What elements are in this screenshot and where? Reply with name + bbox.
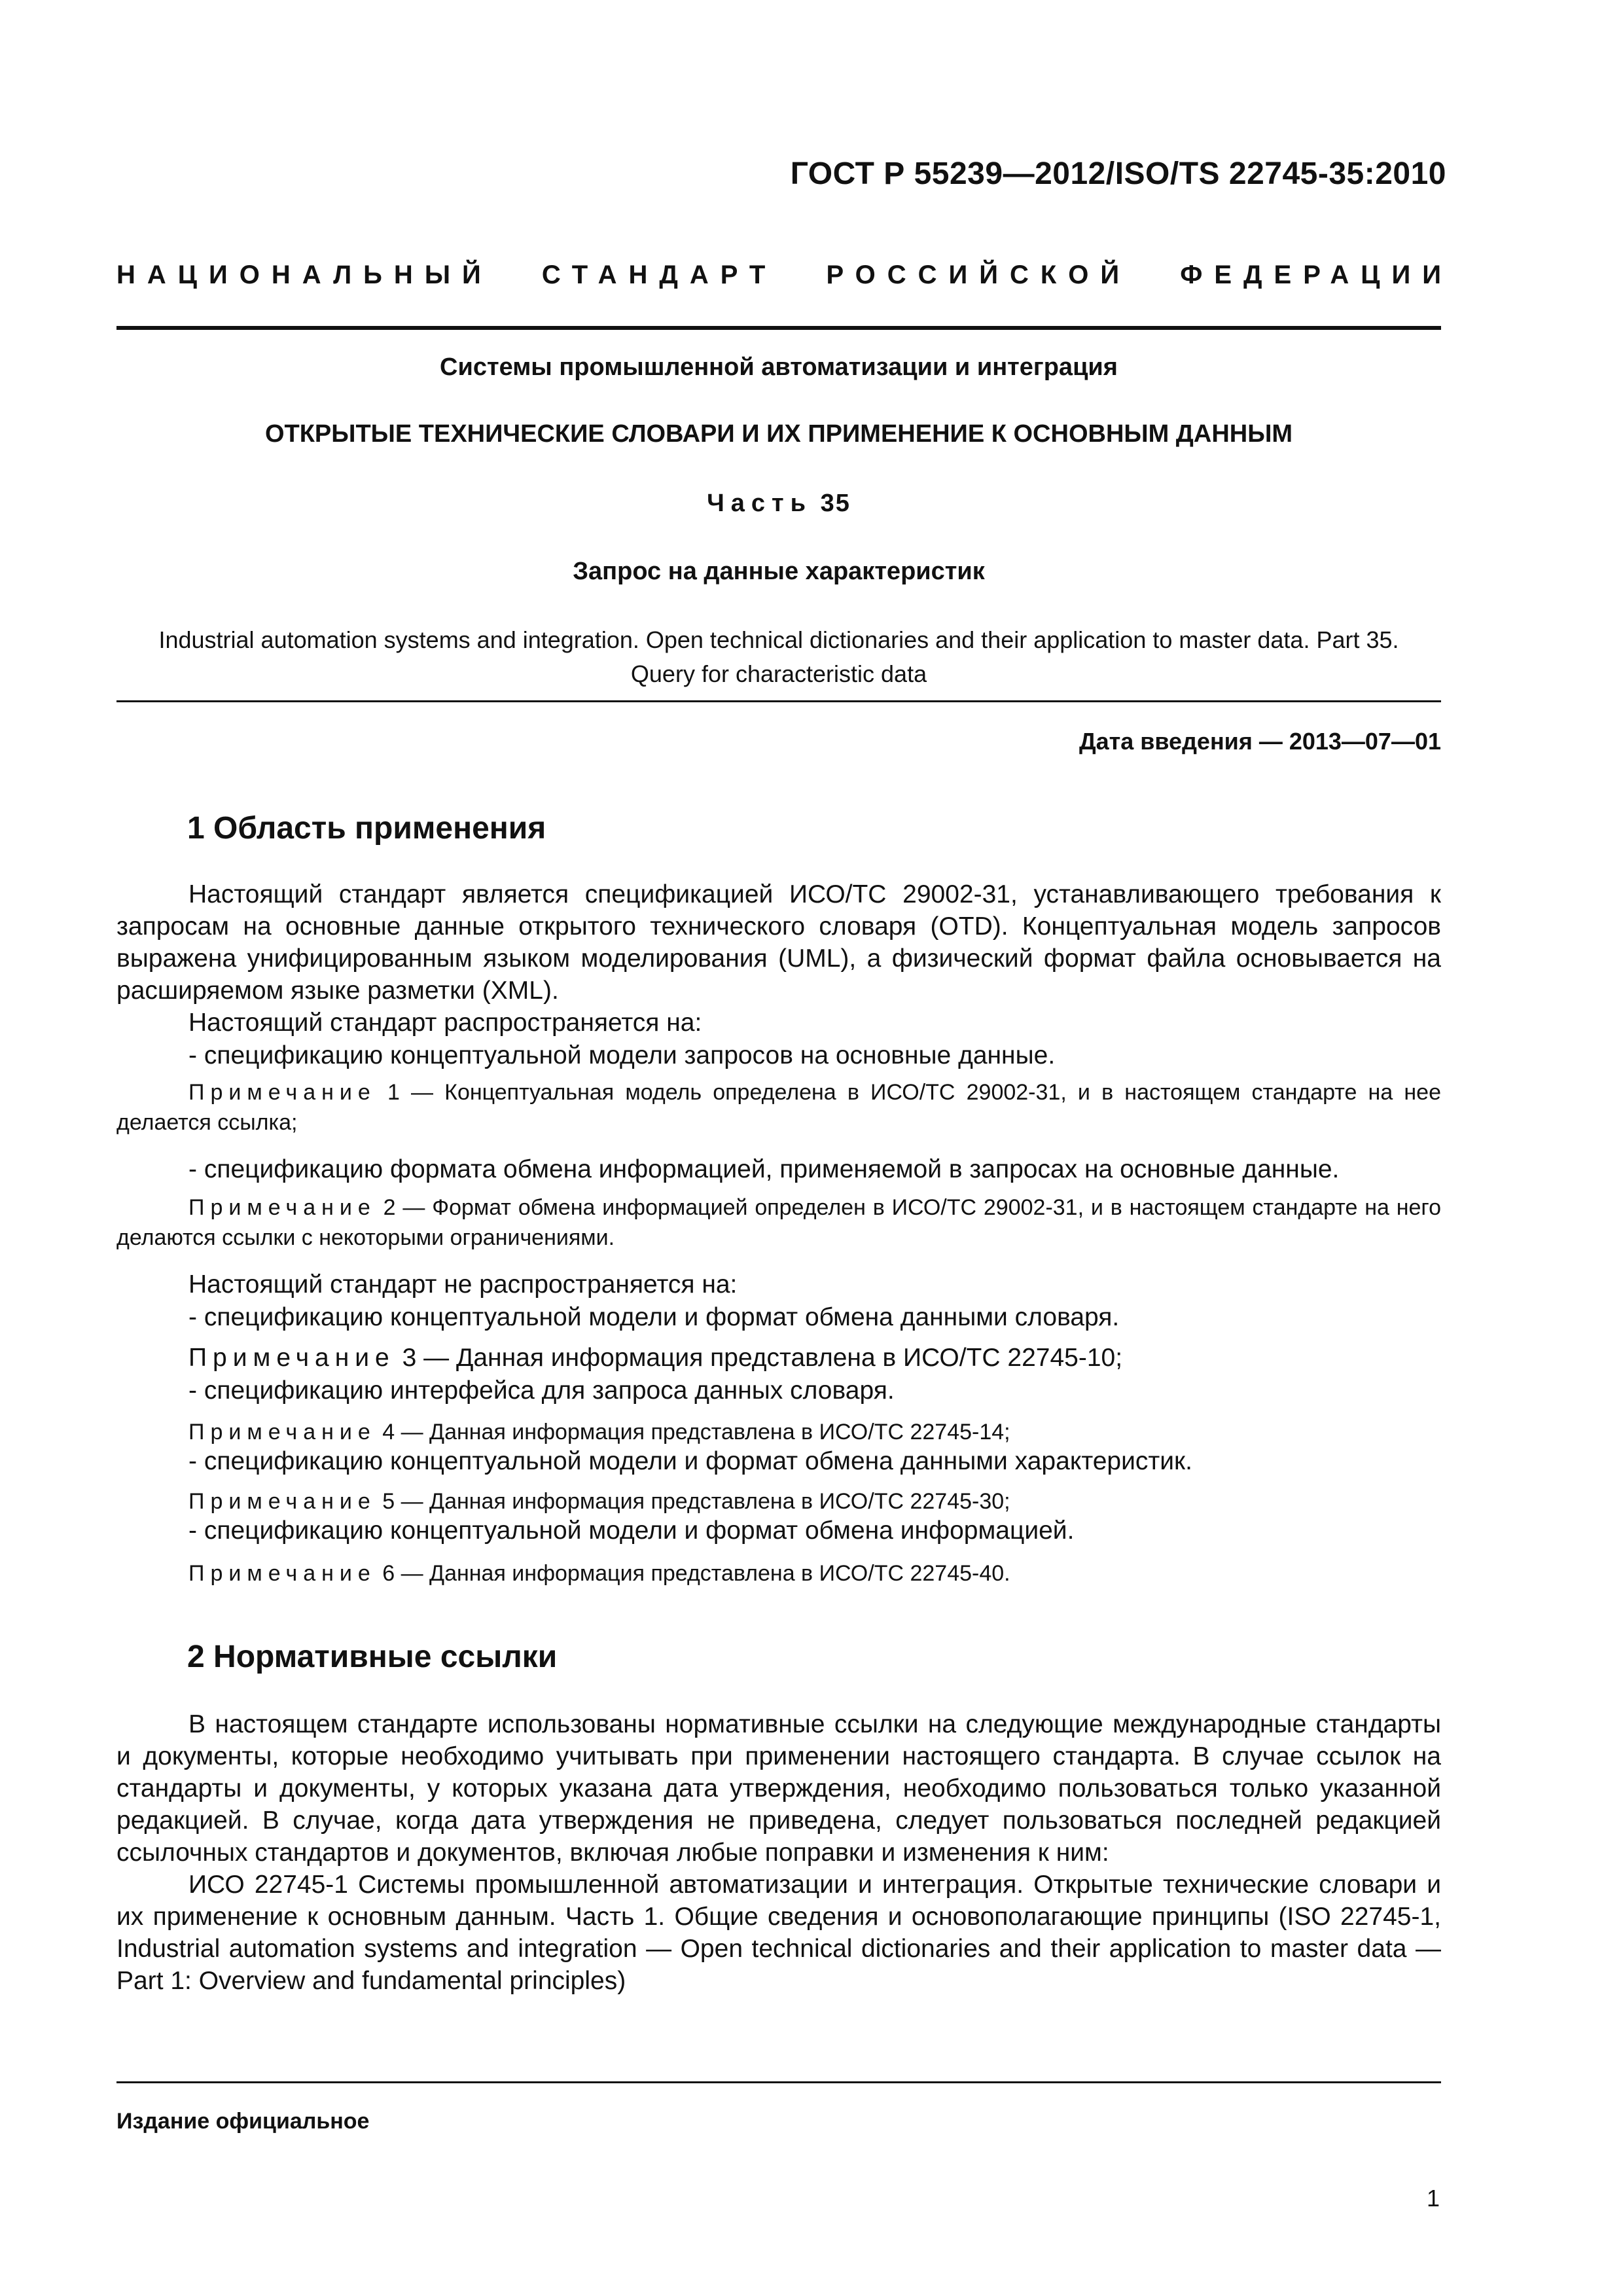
- title-rule: [116, 700, 1441, 702]
- note-2: [116, 1193, 1441, 1253]
- english-title-line: Query for characteristic data: [630, 660, 927, 687]
- not-applies-line: Настоящий стандарт не распространяется на:: [188, 1270, 738, 1299]
- note-6: [188, 1558, 1010, 1590]
- exclusion-item: - спецификацию концептуальной модели и формат обмена данными словаря.: [188, 1303, 1120, 1331]
- title-systems: Системы промышленной автоматизации и интеграция: [440, 353, 1118, 381]
- normative-reference: ИСО 22745-1 Системы промышленной автоматизации и интеграция. Открытые технические словари и их применение к основным данным. Часть 1. Общие сведения и основополагающие принципы (ISO 22745-1, Industrial automation systems and integration — Open technical dictionaries and their application to master data — Part 1: Overview and fundamental principles): [116, 1871, 1441, 1995]
- page-number: 1: [1426, 2185, 1440, 2212]
- note-5: [188, 1486, 1010, 1518]
- footer-rule: [116, 2081, 1441, 2083]
- national-title-word: СТАНДАРТ: [541, 260, 777, 289]
- national-title-word: ФЕДЕРАЦИИ: [1180, 260, 1453, 289]
- header-rule: [116, 326, 1441, 330]
- note-text: 1 — Концептуальная модель определена в ИСО/ТС 29002-31, и в настоящем стандарте на нее делается ссылка;: [116, 1080, 1441, 1135]
- note-text: 3 — Данная информация представлена в ИСО/ТС 22745-10;: [402, 1344, 1123, 1372]
- note-4: [188, 1416, 1010, 1448]
- title-main: ОТКРЫТЫЕ ТЕХНИЧЕСКИЕ СЛОВАРИ И ИХ ПРИМЕНЕНИЕ К ОСНОВНЫМ ДАННЫМ: [264, 420, 1293, 448]
- note-text: 4 — Данная информация представлена в ИСО/ТС 22745-14;: [382, 1420, 1010, 1444]
- national-title-word: РОССИЙСКОЙ: [826, 260, 1132, 289]
- note-label: Примечание: [188, 1080, 376, 1105]
- title-part: [116, 490, 1441, 518]
- english-title-line: Industrial automation systems and integration. Open technical dictionaries and their application to master data. Part 35.: [158, 626, 1399, 653]
- exclusion-item: - спецификацию концептуальной модели и формат обмена данными характеристик.: [188, 1447, 1192, 1475]
- note-label: Примечание: [188, 1561, 376, 1586]
- note-text: 2 — Формат обмена информацией определен в ИСО/ТС 29002-31, и в настоящем стандарте на него делаются ссылки с некоторыми ограничениями.: [116, 1195, 1441, 1250]
- note-label: Примечание: [188, 1489, 376, 1514]
- edition-label: Издание официальное: [116, 2109, 370, 2134]
- note-label: Примечание: [188, 1344, 395, 1372]
- title-english: [116, 623, 1441, 691]
- note-label: Примечание: [188, 1195, 376, 1220]
- note-text: 5 — Данная информация представлена в ИСО/ТС 22745-30;: [382, 1489, 1010, 1514]
- part-word: Часть: [707, 490, 813, 517]
- document-number: ГОСТ Р 55239—2012/ISO/TS 22745-35:2010: [790, 156, 1446, 191]
- scope-item: - спецификацию концептуальной модели запросов на основные данные.: [188, 1041, 1056, 1069]
- exclusion-item: - спецификацию концептуальной модели и формат обмена информацией.: [188, 1516, 1075, 1545]
- national-standard-title: [116, 260, 1453, 290]
- section-2-heading: 2 Нормативные ссылки: [187, 1640, 558, 1674]
- note-3: [188, 1342, 1122, 1374]
- applies-to-line: Настоящий стандарт распространяется на:: [188, 1009, 702, 1037]
- scope-item: - спецификацию формата обмена информацией, применяемой в запросах на основные данные.: [188, 1155, 1340, 1183]
- section-1-heading: 1 Область применения: [187, 811, 546, 846]
- note-text: 6 — Данная информация представлена в ИСО/ТС 22745-40.: [382, 1561, 1010, 1586]
- note-1: [116, 1077, 1441, 1138]
- introduction-date: Дата введения — 2013—07—01: [1079, 728, 1441, 755]
- note-label: Примечание: [188, 1420, 376, 1444]
- national-title-word: НАЦИОНАЛЬНЫЙ: [116, 260, 493, 289]
- section-2-paragraph: В настоящем стандарте использованы нормативные ссылки на следующие международные стандарты и документы, которые необходимо учитывать при применении настоящего стандарта. В случае ссылок на стандарты и документы, у которых указана дата утверждения, необходимо пользоваться только указанной редакцией. В случае, когда дата утверждения не приведена, следует пользоваться последней редакцией ссылочных стандартов и документов, включая любые поправки и изменения к ним:: [116, 1710, 1441, 1867]
- title-subtitle: Запрос на данные характеристик: [573, 558, 985, 585]
- section-1-paragraph: Настоящий стандарт является спецификацией ИСО/ТС 29002-31, устанавливающего требования к запросам на основные данные открытого технического словаря (OTD). Концептуальная модель запросов выражена унифицированным языком моделирования (UML), а физический формат файла основывается на расширяемом языке разметки (XML).: [116, 880, 1441, 1005]
- part-number: 35: [820, 490, 851, 517]
- exclusion-item: - спецификацию интерфейса для запроса данных словаря.: [188, 1376, 895, 1405]
